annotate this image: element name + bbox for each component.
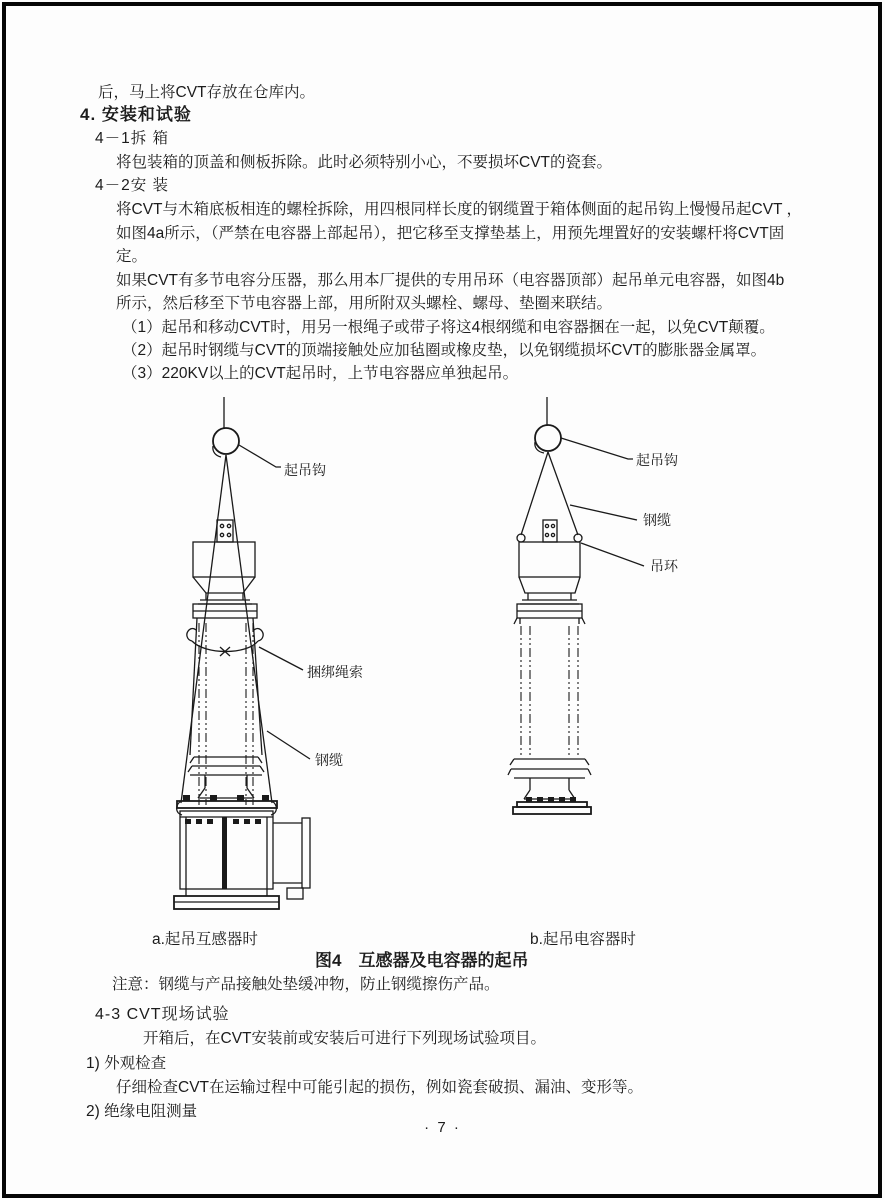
- figure-4-drawing: [0, 393, 885, 923]
- para2-line2: 所示，然后移至下节电容器上部，用所附双头螺栓、螺母、垫圈来联结。: [116, 295, 613, 312]
- shed-2-b: [508, 769, 591, 775]
- steel-cable-a-left: [181, 455, 226, 803]
- figure-4-title: 图4 互感器及电容器的起吊: [315, 951, 529, 970]
- bolt: [237, 795, 244, 801]
- leader-cable-a: [267, 731, 310, 759]
- para1-line1: 将CVT与木箱底板相连的螺栓拆除，用四根同样长度的钢缆置于箱体侧面的起吊钩上慢慢吊起CVT ，: [116, 201, 803, 218]
- section-4-3-heading: 4-3 CVT现场试验: [95, 1006, 230, 1023]
- label-steel-cable-b: 钢缆: [643, 512, 671, 528]
- bolt-hole: [551, 524, 554, 527]
- bolt: [210, 795, 217, 801]
- numbered-note-3: （3）220KV以上的CVT起吊时，上节电容器应单独起吊。: [122, 365, 519, 382]
- bolt-hole: [220, 533, 223, 536]
- label-lifting-hook-b: 起吊钩: [636, 452, 678, 468]
- test-item-1-body: 仔细检查CVT在运输过程中可能引起的损伤，例如瓷套破损、漏油、变形等。: [116, 1079, 644, 1096]
- lifting-hook-b: [535, 425, 561, 451]
- bolt-hole: [545, 524, 548, 527]
- leader-binding-rope: [259, 647, 303, 670]
- side-flange-tube: [273, 823, 302, 883]
- bolt-hole: [220, 524, 223, 527]
- tank-center-band: [222, 817, 227, 889]
- capacitor-cap-b: [519, 542, 580, 577]
- cap-taper-b: [519, 577, 580, 593]
- test-item-1-title: 1) 外观检查: [86, 1055, 167, 1072]
- diagram-b-capacitor-lift: [508, 397, 679, 814]
- page-number: · 7 ·: [424, 1119, 461, 1136]
- section-4-1-heading: 4－1拆 箱: [95, 130, 170, 147]
- centerlines-b: [521, 626, 578, 755]
- tank-bolt: [185, 819, 191, 824]
- neck-a: [206, 593, 243, 600]
- tank-bolt: [233, 819, 239, 824]
- bolt: [183, 795, 190, 801]
- leader-hook-b: [561, 438, 633, 459]
- label-steel-cable-a: 钢缆: [315, 752, 343, 768]
- rope-loop-left: [187, 629, 196, 642]
- bolt-hole: [545, 533, 548, 536]
- top-bolt-plate-a: [217, 520, 233, 542]
- para2-line1: 如果CVT有多节电容分压器，那么用本厂提供的专用吊环（电容器顶部）起吊单元电容器，如图4b: [116, 272, 785, 289]
- leader-cable-b: [570, 505, 637, 520]
- lifting-ring-left: [517, 534, 525, 542]
- bolt-hole: [551, 533, 554, 536]
- side-flange-plate: [302, 818, 310, 888]
- section-4-1-body: 将包装箱的顶盖和侧板拆除。此时必须特别小心，不要损坏CVT的瓷套。: [116, 154, 613, 171]
- cap-taper-a: [193, 577, 255, 593]
- test-item-2-title: 2) 绝缘电阻测量: [86, 1103, 198, 1120]
- tank-bolt: [255, 819, 261, 824]
- lifting-ring-right: [574, 534, 582, 542]
- shed-1-b: [510, 759, 589, 765]
- tank-bolt: [244, 819, 250, 824]
- label-binding-rope: 捆绑绳索: [307, 664, 363, 680]
- rope-loop-right: [254, 629, 263, 642]
- top-bolt-plate-b: [543, 520, 557, 542]
- tank-bolt: [196, 819, 202, 824]
- side-flange-box: [287, 888, 303, 899]
- tank-bolt: [207, 819, 213, 824]
- neck-flange-b: [520, 593, 579, 604]
- bolt-hole: [227, 524, 230, 527]
- section-4-heading: 4. 安装和试验: [80, 105, 192, 124]
- insulator-right-a: [253, 618, 262, 755]
- leader-hook-a: [239, 445, 281, 467]
- bolt-hole: [227, 533, 230, 536]
- base-flange-bottom-b: [513, 807, 591, 814]
- diagram-a-transformer-lift: [174, 397, 363, 909]
- figure-caption-b: b.起吊电容器时: [530, 931, 636, 948]
- base-top-plate-a: [177, 801, 277, 808]
- para1-line3: 定。: [116, 248, 148, 265]
- lifting-hook-a: [213, 428, 239, 454]
- shed-1-a: [190, 757, 262, 763]
- numbered-note-1: （1）起吊和移动CVT时，用另一根绳子或带子将这4根纲缆和电容器捆在一起，以免CVT颠覆。: [122, 319, 775, 336]
- label-lifting-hook-a: 起吊钩: [284, 462, 326, 478]
- section-4-3-intro: 开箱后，在CVT安装前或安装后可进行下列现场试验项目。: [143, 1030, 547, 1047]
- leader-ring-b: [581, 543, 644, 566]
- lower-neck-b: [524, 778, 575, 799]
- tank-feet: [186, 889, 267, 896]
- para1-line2: 如图4a所示，（严禁在电容器上部起吊），把它移至支撑垫基上，用预先埋置好的安装螺杆将CVT固: [116, 225, 785, 242]
- bolt: [262, 795, 269, 801]
- section-4-2-heading: 4－2安 装: [95, 177, 170, 194]
- continuation-line: 后，马上将CVT存放在仓库内。: [98, 84, 316, 101]
- numbered-note-2: （2）起吊时钢缆与CVT的顶端接触处应加毡圈或橡皮垫，以免钢缆损坏CVT的膨胀器金属罩。: [122, 342, 767, 359]
- expansion-cap-a: [193, 542, 255, 577]
- steel-cables-b: [521, 452, 578, 535]
- label-lifting-ring-b: 吊环: [650, 558, 678, 574]
- steel-cable-a-right: [226, 455, 272, 803]
- figure-caption-a: a.起吊互感器时: [152, 931, 258, 948]
- caution-line: 注意：钢缆与产品接触处垫缓冲物，防止钢缆擦伤产品。: [112, 976, 500, 993]
